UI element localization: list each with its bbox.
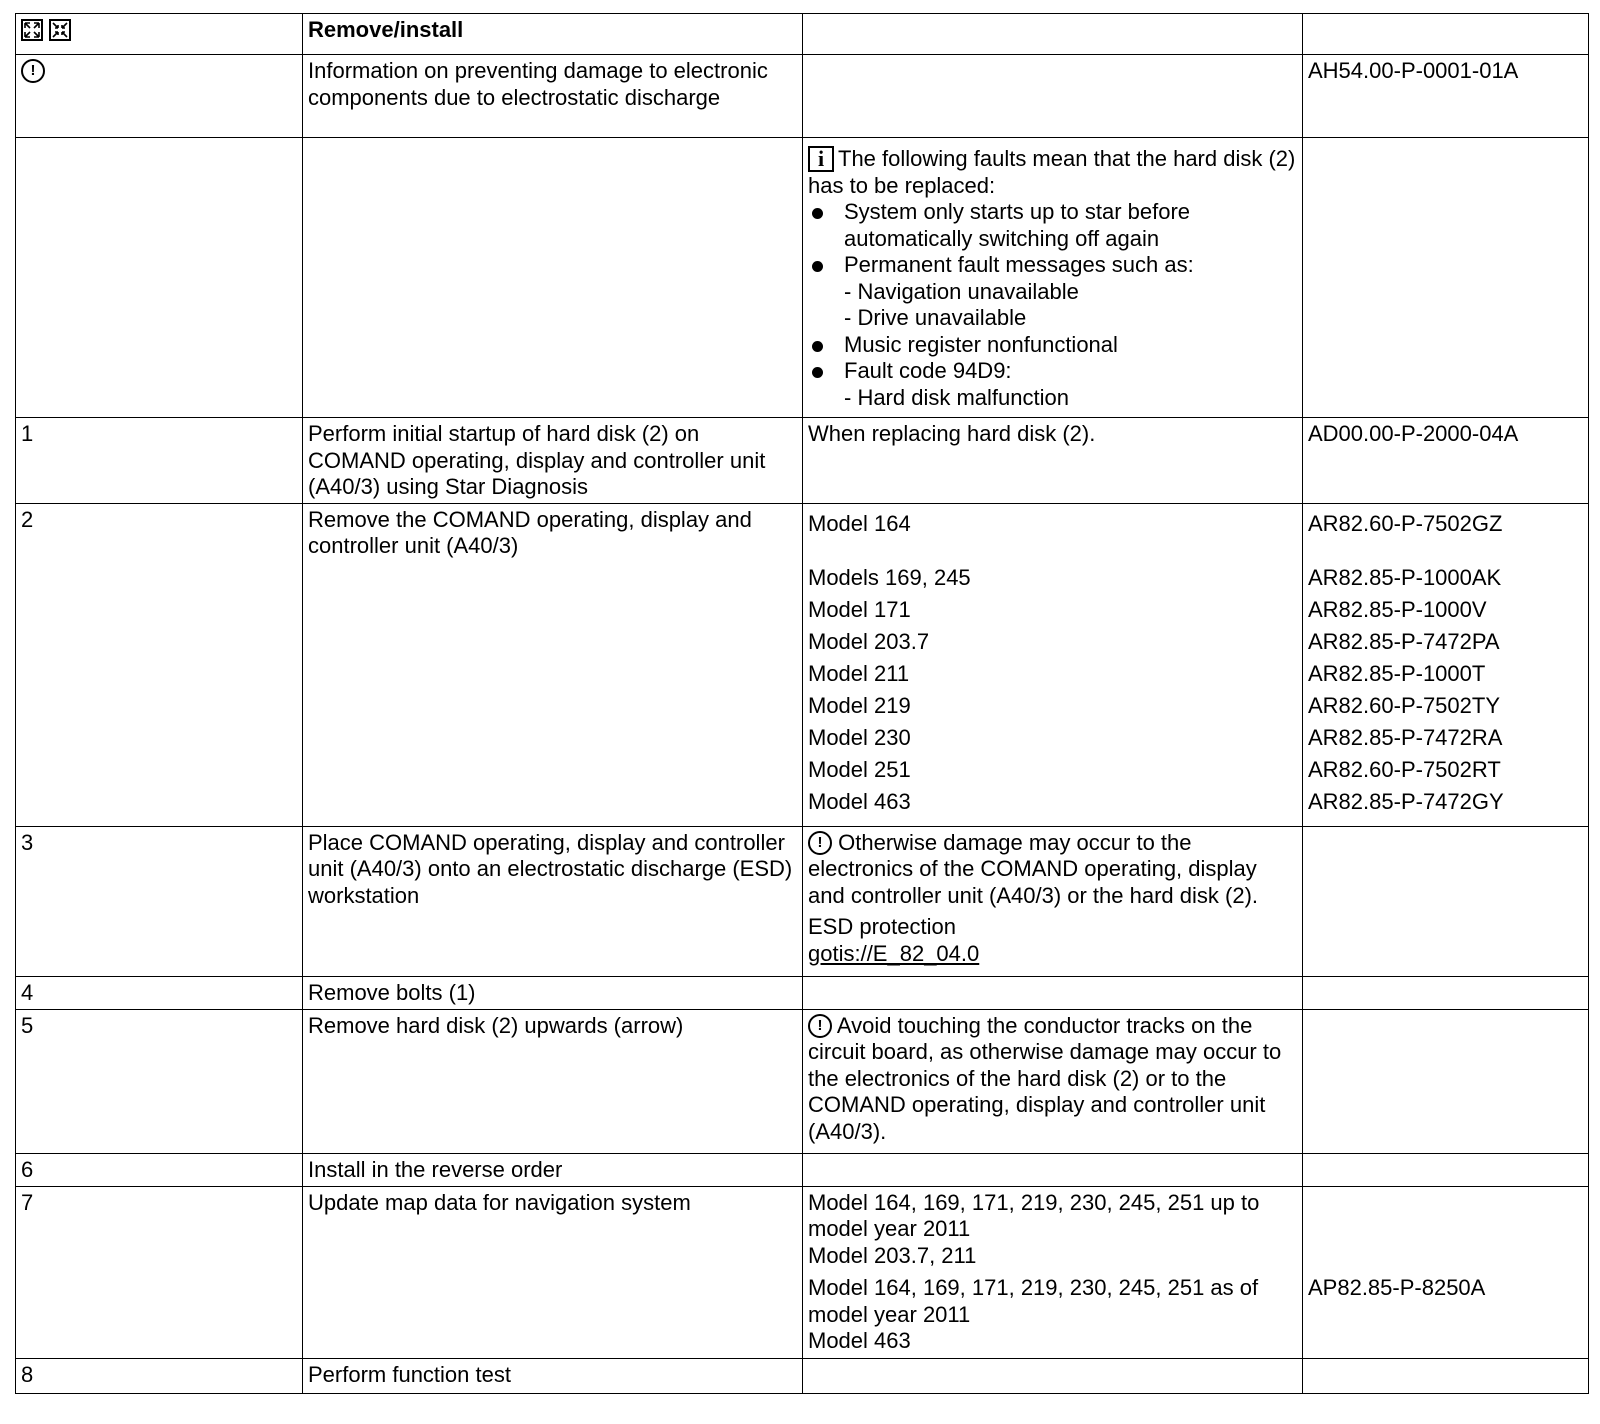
list-item: Fault code 94D9: (808, 358, 1297, 385)
header-title: Remove/install (303, 14, 803, 55)
list-item: System only starts up to star before automatically switching off again (808, 199, 1297, 252)
model-item: Model 164 (808, 510, 911, 536)
step-ref[interactable]: AR82.60-P-7502GZ (1308, 510, 1503, 536)
table-row (16, 1153, 1589, 1186)
step-note: Model 164, 169, 171, 219, 230, 245, 251 as of model year 2011 (808, 1275, 1259, 1327)
step-text: Update map data for navigation system (303, 1186, 803, 1358)
step-number: 3 (16, 826, 303, 976)
model-item: Model 463 (808, 788, 911, 814)
step-note-cell (803, 826, 1303, 976)
info-note-cell (803, 138, 1303, 418)
model-item: Model 219 (808, 692, 911, 718)
fault-list (808, 332, 1297, 385)
step-note-cell (803, 1009, 1303, 1153)
step-text: Place COMAND operating, display and controller unit (A40/3) onto an electrostatic discharge (ESD) workstation (303, 826, 803, 976)
step-text: Perform initial startup of hard disk (2) on COMAND operating, display and controller unit (A40/3) using Star Diagnosis (303, 418, 803, 504)
step-note: Avoid touching the conductor tracks on the circuit board, as otherwise damage may occur to the electronics of the hard disk (2) or to the COMAND operating, display and controller unit (A40/3). (808, 1012, 1282, 1144)
step-number: 1 (16, 418, 303, 504)
esd-link[interactable]: gotis://E_82_04.0 (808, 940, 980, 966)
list-item: Permanent fault messages such as: (808, 252, 1297, 279)
step-ref[interactable]: AR82.85-P-7472GY (1308, 788, 1504, 814)
step-ref[interactable]: AR82.60-P-7502RT (1308, 756, 1501, 782)
list-subitem: - Navigation unavailable (844, 278, 1079, 304)
step-note: Model 203.7, 211 (808, 1242, 977, 1268)
warning-row (16, 55, 1589, 138)
repair-procedure-table (15, 13, 1589, 1394)
step-ref[interactable]: AR82.85-P-7472PA (1308, 628, 1500, 654)
step-note-cell (803, 1186, 1303, 1358)
model-ref-list (1303, 503, 1589, 826)
table-row (16, 418, 1589, 504)
model-item: Models 169, 245 (808, 564, 971, 590)
step-note: Model 164, 169, 171, 219, 230, 245, 251 up to model year 2011 (808, 1189, 1260, 1241)
header-icons-cell (16, 14, 303, 55)
step-number: 7 (16, 1186, 303, 1358)
step-text: Remove hard disk (2) upwards (arrow) (303, 1009, 803, 1153)
model-item: Model 203.7 (808, 628, 930, 654)
collapse-icon[interactable] (49, 19, 71, 41)
caution-icon: ! (808, 831, 832, 855)
model-list (803, 503, 1303, 826)
caution-icon: ! (21, 59, 45, 83)
header-row (16, 14, 1589, 55)
list-item: Music register nonfunctional (808, 332, 1297, 359)
step-ref[interactable]: AP82.85-P-8250A (1308, 1275, 1486, 1300)
table-row (16, 976, 1589, 1009)
warning-text: Information on preventing damage to electronic components due to electrostatic discharge (303, 55, 803, 138)
esd-label: ESD protection (808, 914, 956, 939)
fault-list (808, 199, 1297, 279)
step-ref[interactable]: AR82.85-P-1000V (1308, 596, 1487, 622)
step-ref[interactable]: AR82.85-P-1000T (1308, 660, 1486, 686)
model-item: Model 171 (808, 596, 911, 622)
table-row (16, 1186, 1589, 1358)
warning-ref[interactable]: AH54.00-P-0001-01A (1303, 55, 1589, 138)
expand-icon[interactable] (21, 19, 43, 41)
step-note: Model 463 (808, 1328, 911, 1353)
step-ref[interactable]: AR82.85-P-1000AK (1308, 564, 1502, 590)
step-text: Remove bolts (1) (303, 976, 803, 1009)
table-row (16, 1009, 1589, 1153)
table-row (16, 503, 1589, 826)
caution-icon: ! (808, 1014, 832, 1038)
step-number: 6 (16, 1153, 303, 1186)
info-intro: i The following faults mean that the hard disk (2) has to be replaced: (808, 146, 1296, 198)
step-number: 8 (16, 1358, 303, 1393)
step-note: Otherwise damage may occur to the electronics of the COMAND operating, display and controller unit (A40/3) or the hard disk (2). (808, 829, 1259, 908)
list-subitem: - Drive unavailable (844, 305, 1027, 330)
model-item: Model 251 (808, 756, 911, 782)
step-text: Install in the reverse order (303, 1153, 803, 1186)
list-subitem: - Hard disk malfunction (844, 384, 1069, 410)
step-number: 5 (16, 1009, 303, 1153)
step-ref[interactable]: AR82.60-P-7502TY (1308, 692, 1500, 718)
step-note: When replacing hard disk (2). (803, 418, 1303, 504)
info-row (16, 138, 1589, 418)
header-empty-cell (1303, 14, 1589, 55)
warning-icon-cell (16, 55, 303, 138)
step-ref[interactable]: AR82.85-P-7472RA (1308, 724, 1503, 750)
step-number: 4 (16, 976, 303, 1009)
step-text: Perform function test (303, 1358, 803, 1393)
info-icon: i (808, 146, 834, 172)
table-row (16, 1358, 1589, 1393)
table-row (16, 826, 1589, 976)
model-item: Model 230 (808, 724, 911, 750)
warning-empty-cell (803, 55, 1303, 138)
step-ref[interactable]: AD00.00-P-2000-04A (1303, 418, 1589, 504)
header-empty-cell (803, 14, 1303, 55)
step-text: Remove the COMAND operating, display and controller unit (A40/3) (303, 503, 803, 826)
model-item: Model 211 (808, 660, 910, 686)
step-ref-cell (1303, 1186, 1589, 1358)
step-number: 2 (16, 503, 303, 826)
